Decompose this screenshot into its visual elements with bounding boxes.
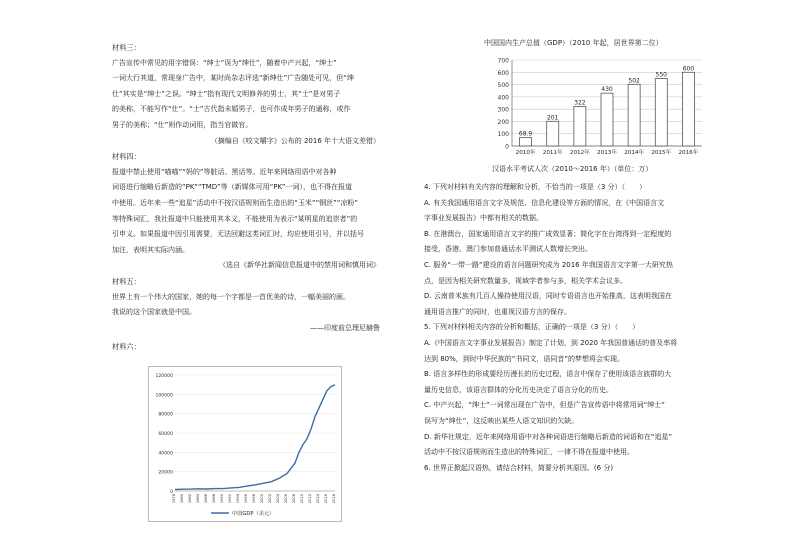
question-4-option-a-1: A. 有关我国通用语言文字及规范、信息化建设等方面的情况，在《中国语言文 xyxy=(424,198,665,207)
material-3-line-2: 一词大行其道，常现身广告中，某时尚杂志评选“新绅仕”广告随处可见，但“绅 xyxy=(112,74,354,83)
line-xtick-label: 2008 xyxy=(292,494,296,504)
material-4-line-6: 加注，表明其实际内涵。 xyxy=(112,245,189,254)
question-4-option-c-1: C. 服务“一带一路”建设的语言问题研究成为 2016 年我国语言文字第一大研究热 xyxy=(424,260,673,269)
bar-data-label: 322 xyxy=(574,99,586,107)
bar-data-label: 600 xyxy=(682,65,695,73)
gdp-line-chart-frame xyxy=(148,366,342,522)
question-5-option-d-1: D. 新华社规定，近年来网络用语中对各种词语进行缩略后新造的词语和在“追星” xyxy=(424,432,673,441)
question-4-option-d-2: 通用语言推广的同时，也重视汉语方言的保存。 xyxy=(424,307,571,316)
question-5-option-c-1: C. 中产兴起，“绅士”一词常出现在广告中，但是广告宣传语中将常用词“绅士” xyxy=(424,401,665,410)
questions-column xyxy=(424,180,700,476)
line-xtick-label: 1984 xyxy=(196,494,200,504)
line-xtick-label: 2016 xyxy=(324,494,328,504)
material-4-line-5: 引申义。如果报道中因引用需要，无法回避这类词汇时，均应使用引号，并以括号 xyxy=(112,230,364,239)
question-5-option-c-2: 误写为“绅仕”，这反映出某些人语文知识的欠缺。 xyxy=(424,416,579,425)
bar-data-label: 550 xyxy=(655,71,668,79)
material-4-line-3: 中使用。近年来一些“追星”活动中不按汉语规则而生造出的“玉米”“钢丝”“凉粉” xyxy=(112,198,359,207)
material-3-line-1: 广告宣传中常见的用字错误：“绅士”误为“绅仕”，随着中产兴起，“绅士” xyxy=(112,58,337,67)
line-ytick-label: 100000 xyxy=(155,393,173,399)
question-4-option-d-1: D. 云南普米族有几百人操持使用汉语，同时专语语言也开始推高，这表明我国在 xyxy=(424,292,672,301)
bar-3 xyxy=(601,93,613,146)
gdp-series-line xyxy=(175,385,335,490)
question-5-option-b-2: 量历史信息，该语言群体的分化历史决定了语言分化的历史。 xyxy=(424,385,613,394)
line-xtick-label: 1994 xyxy=(236,494,240,504)
bar-category-label: 2011年 xyxy=(542,150,563,156)
question-4-option-c-2: 点，是因为相关研究数量多，视域学者参与多，相关学术会议多。 xyxy=(424,276,627,285)
question-5-option-d-2: 活动中不按汉语规则而生造出的特殊词汇，一律不得在报道中使用。 xyxy=(424,448,634,457)
bar-chart-title: 中国国内生产总值（GDP）（2010 年起，居世界第二位） xyxy=(484,39,663,47)
line-xtick-label: 2010 xyxy=(300,494,304,504)
question-4-stem: 4. 下列对材料有关内容的理解和分析，不恰当的一项是（3 分）（ ） xyxy=(424,183,647,191)
question-4-option-b-2: 接受，香港、澳门参加普通话水平测试人数增长突出。 xyxy=(424,245,592,254)
line-xtick-label: 2012 xyxy=(308,494,312,504)
line-xtick-label: 1988 xyxy=(212,494,216,504)
bar-ytick-label: 500 xyxy=(497,82,509,90)
bar-category-label: 2013年 xyxy=(597,150,617,156)
question-5-option-a-2: 达到 80%，到时中华民族的“书同文，语同音”的梦想将会实现。 xyxy=(424,354,625,363)
bar-0 xyxy=(520,138,532,146)
bar-data-label: 430 xyxy=(601,86,613,94)
bar-category-label: 2010年 xyxy=(515,150,536,156)
material-4-line-4: 等特殊词汇，我社报道中只能使用其本义，不能使用为表示“某明星的追崇者”的 xyxy=(112,214,358,223)
bar-category-label: 2015年 xyxy=(651,150,672,156)
material-4-source: （选自《新华社新闻信息报道中的禁用词和慎用词》 xyxy=(219,261,380,270)
line-xtick-label: 2006 xyxy=(284,494,288,504)
bar-data-label: 68.9 xyxy=(518,130,533,138)
bar-category-label: 2016年 xyxy=(678,150,699,156)
question-4-option-a-2: 字事业发展报告》中都有相关的数据。 xyxy=(424,214,543,223)
question-5-option-b-1: B. 语言多样性的形成要经历漫长的历史过程，语言中保存了使用该语言族群的大 xyxy=(424,370,672,379)
question-5-stem: 5. 下列对材料相关内容的分析和概括，正确的一项是（3 分）（ ） xyxy=(424,323,640,332)
line-xtick-label: 1980 xyxy=(180,494,184,504)
material-3-heading: 材料三： xyxy=(112,43,141,52)
gdp-bar-chart xyxy=(484,52,714,162)
material-6-heading: 材料六： xyxy=(112,342,141,352)
bar-ytick-label: 300 xyxy=(497,106,509,114)
line-xtick-label: 1992 xyxy=(228,494,232,504)
line-ytick-label: 60000 xyxy=(158,432,173,437)
material-5-source: ——印度前总理尼赫鲁 xyxy=(310,323,380,332)
line-xtick-label: 1986 xyxy=(204,494,208,504)
material-5-line-2: 我说的这个国家就是中国。 xyxy=(112,308,196,317)
line-xtick-label: 2004 xyxy=(276,494,280,504)
line-ytick-label: 80000 xyxy=(158,412,173,418)
bar-category-label: 2014年 xyxy=(624,150,645,156)
left-column xyxy=(112,40,380,355)
bar-6 xyxy=(682,72,694,146)
line-xtick-label: 1990 xyxy=(220,494,224,504)
line-xtick-label: 1996 xyxy=(244,494,248,504)
bar-ytick-label: 400 xyxy=(497,94,509,102)
material-4-heading: 材料四： xyxy=(112,152,141,162)
line-ytick-label: 120000 xyxy=(155,374,173,379)
question-5-option-a-1: A.《中国语言文字事业发展报告》制定了计划，到 2020 年我国普通话的普及率将 xyxy=(424,338,678,347)
material-3-line-5: 男子的美称；“仕”则作动词用，指当官做官。 xyxy=(112,120,253,129)
bar-chart-caption: 汉语水平考试人次（2010～2016 年）（单位：万） xyxy=(492,165,653,173)
bar-data-label: 502 xyxy=(628,77,640,85)
material-3-line-4: 的美称，不能写作“仕”。“士”古代指未婚男子，也可作成年男子的通称，或作 xyxy=(112,105,351,114)
bar-ytick-label: 100 xyxy=(497,131,509,139)
line-ytick-label: 40000 xyxy=(158,451,173,457)
bar-ytick-label: 0 xyxy=(505,143,509,151)
material-5-heading: 材料五： xyxy=(112,276,141,286)
bar-5 xyxy=(655,78,667,146)
line-ytick-label: 0 xyxy=(170,490,173,495)
line-xtick-label: 2018 xyxy=(332,494,336,504)
material-5-line-1: 世界上有一个伟大的国家，她的每一个字都是一首优美的诗，一幅美丽的画。 xyxy=(112,292,350,301)
line-xtick-label: 2000 xyxy=(260,494,264,504)
bar-ytick-label: 200 xyxy=(497,118,509,126)
line-xtick-label: 1978 xyxy=(172,494,176,504)
legend-label: 中国GDP（美元） xyxy=(232,511,275,517)
line-xtick-label: 2014 xyxy=(316,494,320,504)
question-6-stem: 6. 世界正掀起汉语热，请结合材料，简要分析其原因。(6 分) xyxy=(424,463,614,472)
material-3-line-3: 仕”其实是“绅士”之误。“绅士”指有现代文明修养的男士，其“士”是对男子 xyxy=(112,89,341,98)
question-4-option-b-1: B. 在港澳台，国家通用语言文字的推广成效显著；简化字在台湾得到一定程度的 xyxy=(424,229,672,238)
bar-2 xyxy=(574,106,586,146)
line-ytick-label: 20000 xyxy=(158,470,173,476)
bar-1 xyxy=(547,121,559,146)
material-4-line-2: 词语进行缩略后新造的“PK”“TMD”等（新媒体可用“PK”一词），也不得在报道 xyxy=(112,183,352,192)
line-xtick-label: 1998 xyxy=(252,494,256,504)
bar-4 xyxy=(628,84,640,146)
line-xtick-label: 2002 xyxy=(268,494,272,504)
material-3-source: （摘编自《咬文嚼字》公布的 2016 年十大语文差错） xyxy=(210,136,380,145)
bar-ytick-label: 700 xyxy=(497,57,509,65)
line-xtick-label: 1982 xyxy=(188,494,192,504)
bar-category-label: 2012年 xyxy=(569,150,590,156)
bar-ytick-label: 600 xyxy=(497,69,509,77)
gdp-line-chart xyxy=(149,367,341,521)
bar-data-label: 201 xyxy=(546,114,559,122)
material-4-line-1: 报道中禁止使用“喵喵”“妈的”等脏话、黑话等。近年来网络用语中对各种 xyxy=(112,167,337,176)
